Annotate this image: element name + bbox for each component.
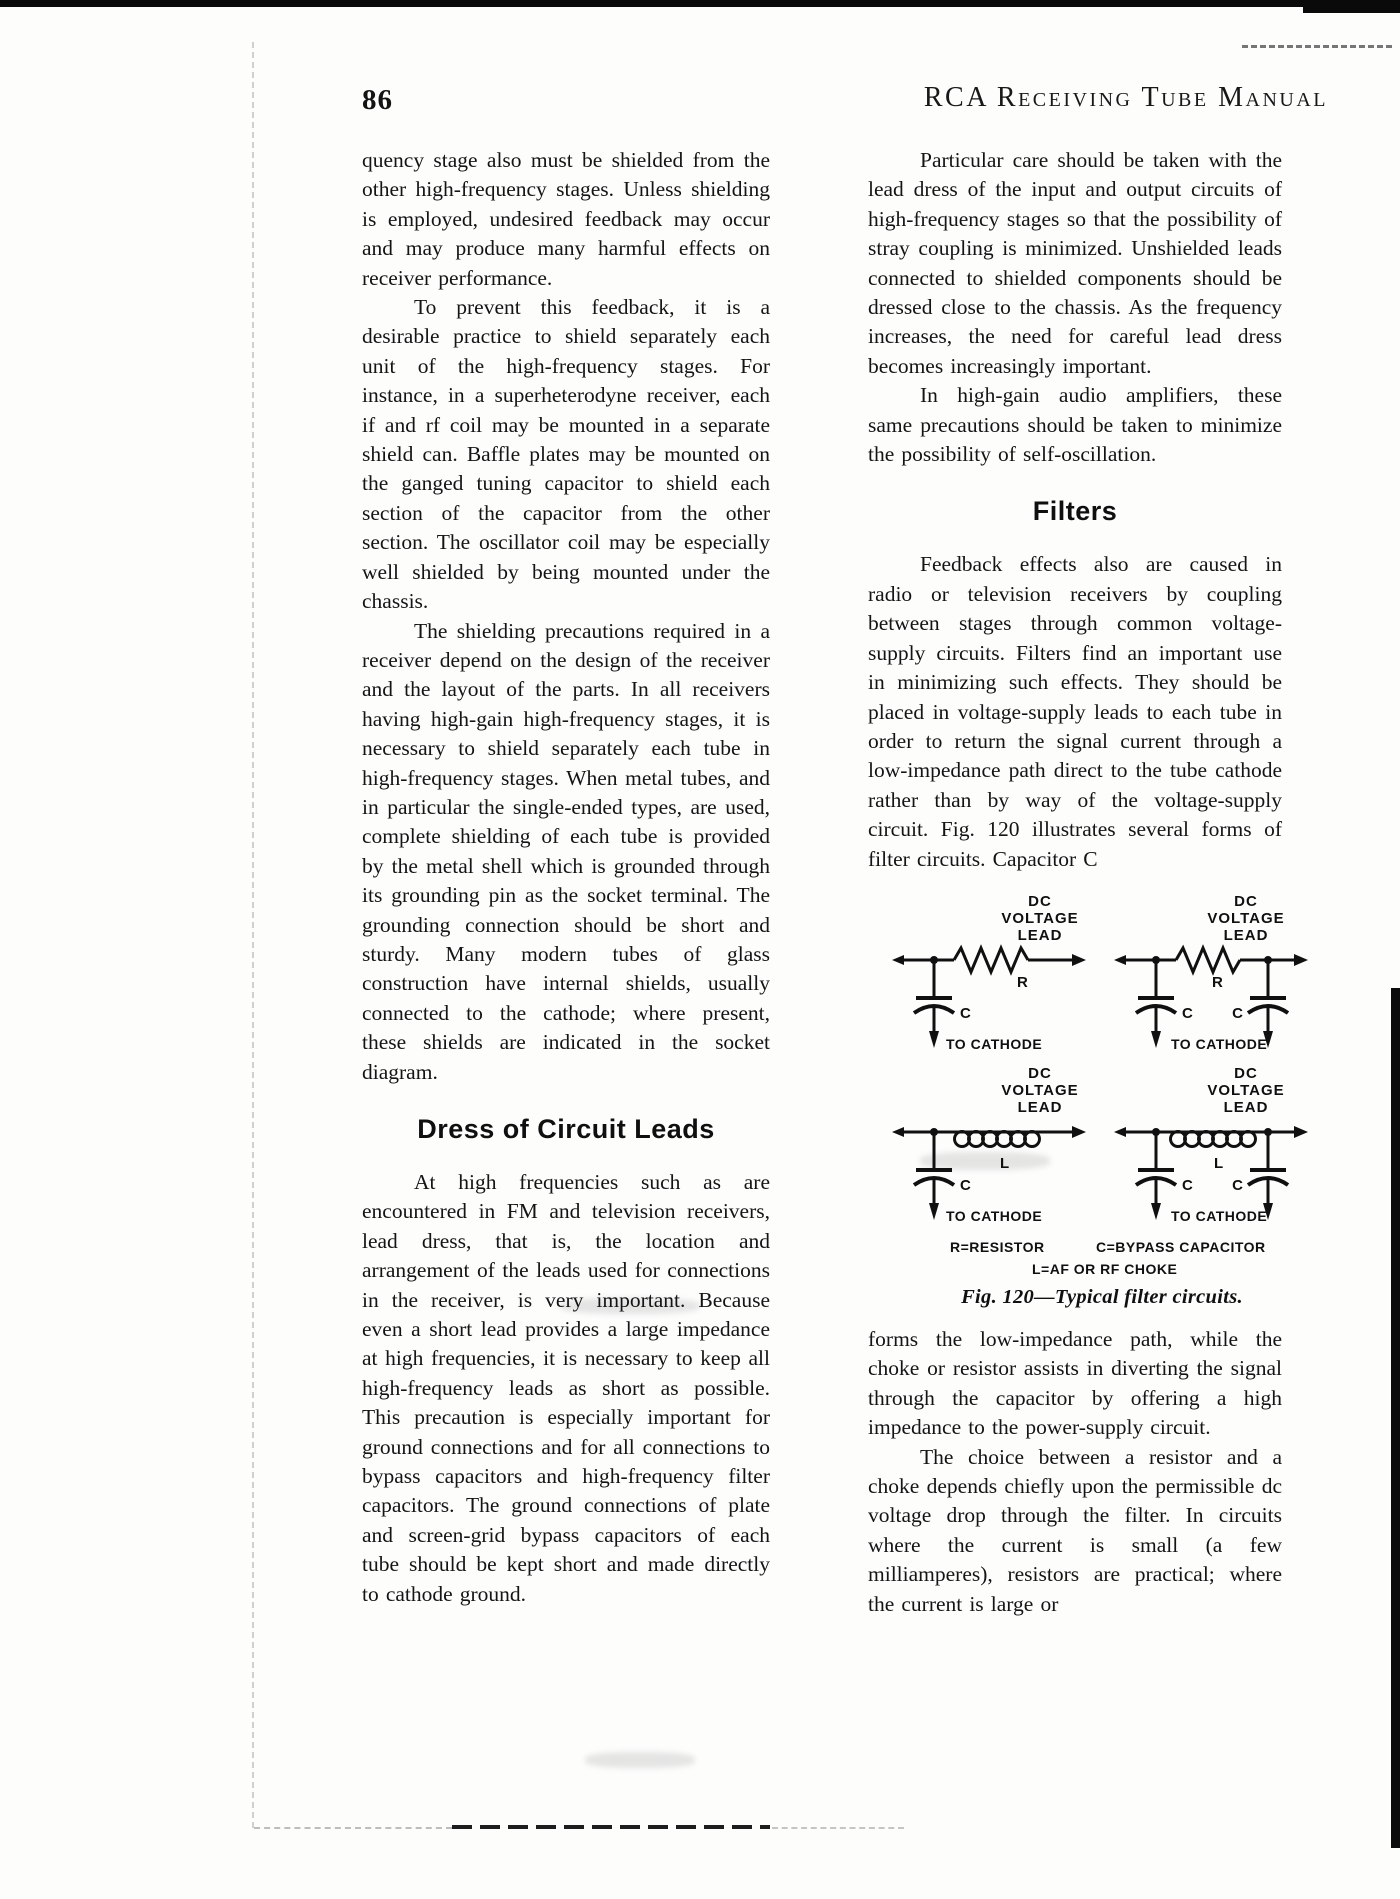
capacitor-label: C: [1232, 1176, 1244, 1194]
capacitor-label: C: [960, 1004, 972, 1022]
section-heading-dress-of-circuit-leads: Dress of Circuit Leads: [417, 1114, 715, 1144]
capacitor-symbol: [914, 1132, 954, 1220]
scan-bottom-rule: [254, 1827, 452, 1829]
filter-circuit-r-double-c: [1114, 893, 1308, 1052]
paragraph: The shielding precautions required in a receiver depend on the design of the receiver and the layout of the parts. In all receivers having high-gain high-frequency stages, it is necessary to shield separately each tube in high-frequency stages. When metal tubes, and in particular the single-ended types, are used, complete shielding of each tube is provided by the metal shell which is grounded through its grounding pin as the socket terminal. The grounding connection should be short and sturdy. Many modern tubes of glass construction have internal shields, usually connected to the cathode; where present, these shields are indicated in the socket diagram.: [362, 618, 770, 1084]
paragraph: quency stage also must be shielded from the other high-frequency stages. Unless shielding is employed, undesired feedback may occur and may produce many harmful effects on receiver performance.: [362, 148, 770, 290]
capacitor-label: C: [1182, 1004, 1194, 1022]
dc-voltage-lead-label: DC: [1028, 892, 1052, 910]
filter-circuit-l-double-c: [1114, 1065, 1308, 1224]
resistor-label: R: [1212, 973, 1224, 991]
paragraph: Particular care should be taken with the lead dress of the input and output circuits of high-frequency stages so that the possibility of stray coupling is minimized. Unshielded leads connected to shielded components should be dressed close to the chassis. As the frequency increases, the need for careful lead dress becomes increasingly important.: [868, 148, 1282, 378]
paragraph: forms the low-impedance path, while the choke or resistor assists in diverting the signal through the capacitor by offering a high impedance to the power-supply circuit.: [868, 1326, 1282, 1440]
dc-voltage-lead-label: LEAD: [1017, 926, 1063, 944]
filter-circuit-r-single-c: [892, 893, 1086, 1052]
figure-legend-choke: L=AF OR RF CHOKE: [1032, 1260, 1178, 1277]
dc-voltage-lead-arrow: [1294, 1126, 1308, 1138]
paragraph: To prevent this feedback, it is a desirable practice to shield separately each unit of the high-frequency stages. For instance, in a superheterodyne receiver, each if and rf coil may be mounted in a separate shield can. Baffle plates may be mounted on the ganged tuning capacitor to shield each section of the capacitor from the other section. The oscillator coil may be especially well shielded by being mounted under the chassis.: [362, 295, 770, 614]
filter-circuit-l-single-c: [892, 1065, 1086, 1224]
dc-voltage-lead-label: LEAD: [1223, 1098, 1269, 1116]
scan-top-edge-bar: [0, 0, 1400, 7]
capacitor-symbol: [1136, 1132, 1176, 1220]
resistor-label: R: [1017, 973, 1029, 991]
scan-left-rule: [252, 42, 254, 1828]
dc-voltage-lead-arrow: [1072, 1126, 1086, 1138]
page-number: 86: [362, 84, 393, 116]
capacitor-symbol: [914, 960, 954, 1048]
scan-smudge: [585, 1752, 695, 1768]
to-cathode-label: TO CATHODE: [946, 1035, 1043, 1052]
dc-voltage-lead-label: DC: [1028, 1064, 1052, 1082]
to-cathode-arrow: [929, 1203, 939, 1220]
dc-voltage-lead-arrow: [1294, 954, 1308, 966]
dc-voltage-lead-arrow: [1072, 954, 1086, 966]
to-cathode-label: TO CATHODE: [1171, 1035, 1268, 1052]
choke-label: L: [1214, 1154, 1225, 1172]
to-cathode-label: TO CATHODE: [946, 1207, 1043, 1224]
section-heading-filters: Filters: [1032, 496, 1118, 527]
dc-voltage-lead-label: VOLTAGE: [1207, 909, 1285, 927]
resistor-symbol: [1176, 948, 1240, 972]
choke-label: L: [1000, 1154, 1011, 1172]
choke-symbol: [1171, 1131, 1256, 1146]
paragraph: In high-gain audio amplifiers, these same precautions should be taken to minimize the possibility of self-oscillation.: [868, 383, 1282, 467]
scan-bottom-rule: [772, 1827, 904, 1829]
capacitor-label: C: [960, 1176, 972, 1194]
figure-legend-resistor: R=RESISTOR: [950, 1238, 1045, 1255]
dc-voltage-lead-label: LEAD: [1017, 1098, 1063, 1116]
scan-right-edge-bar: [1391, 988, 1400, 1848]
resistor-symbol: [954, 948, 1028, 972]
left-column: [362, 146, 770, 1609]
scan-bottom-rule: [452, 1825, 770, 1829]
dc-voltage-lead-label: VOLTAGE: [1001, 909, 1079, 927]
scan-dashes-top-right: [1242, 45, 1392, 48]
page-header-title: RCA Receiving Tube Manual: [923, 82, 1328, 113]
dc-voltage-lead-label: DC: [1234, 1064, 1258, 1082]
capacitor-label: C: [1232, 1004, 1244, 1022]
dc-voltage-lead-label: DC: [1234, 892, 1258, 910]
to-cathode-arrow: [1151, 1031, 1161, 1048]
filter-circuits-diagram: [890, 890, 1314, 1310]
figure-caption: Fig. 120—Typical filter circuits.: [961, 1285, 1243, 1308]
capacitor-symbol: [1248, 960, 1288, 1048]
capacitor-label: C: [1182, 1176, 1194, 1194]
to-cathode-arrow: [929, 1031, 939, 1048]
figure-legend-capacitor: C=BYPASS CAPACITOR: [1096, 1238, 1266, 1255]
to-cathode-label: TO CATHODE: [1171, 1207, 1268, 1224]
to-cathode-arrow: [1151, 1203, 1161, 1220]
dc-voltage-lead-label: VOLTAGE: [1207, 1081, 1285, 1099]
choke-symbol: [955, 1131, 1040, 1146]
dc-voltage-lead-label: VOLTAGE: [1001, 1081, 1079, 1099]
paragraph: Feedback effects also are caused in radio or television receivers by coupling between stages through common voltage-supply circuits. Filters find an important use in minimizing such effects. They should be placed in voltage-supply leads to each tube in order to return the signal current through a low-impedance path direct to the tube cathode rather than by way of the voltage-supply circuit. Fig. 120 illustrates several forms of filter circuits. Capacitor C: [868, 552, 1282, 871]
paragraph: At high frequencies such as are encountered in FM and television receivers, lead dress, that is, the location and arrangement of the leads used for connections in the receiver, is very important. Because even a short lead provides a large impedance at high frequencies, it is necessary to keep all high-frequency leads as short as possible. This precaution is especially important for ground connections and for all connections to bypass capacitors and high-frequency filter capacitors. The ground connections of plate and screen-grid bypass capacitors of each tube should be kept short and made directly to cathode ground.: [362, 1170, 770, 1606]
dc-voltage-lead-label: LEAD: [1223, 926, 1269, 944]
figure-120-filter-circuits: [890, 890, 1314, 1315]
paragraph: The choice between a resistor and a choke depends chiefly upon the permissible dc voltage drop through the filter. In circuits where the current is small (a few milliamperes), resistors are practical; where the current is large or: [868, 1444, 1282, 1616]
capacitor-symbol: [1136, 960, 1176, 1048]
right-column: [868, 146, 1285, 1619]
scan-top-edge-bar-right: [1303, 0, 1400, 13]
